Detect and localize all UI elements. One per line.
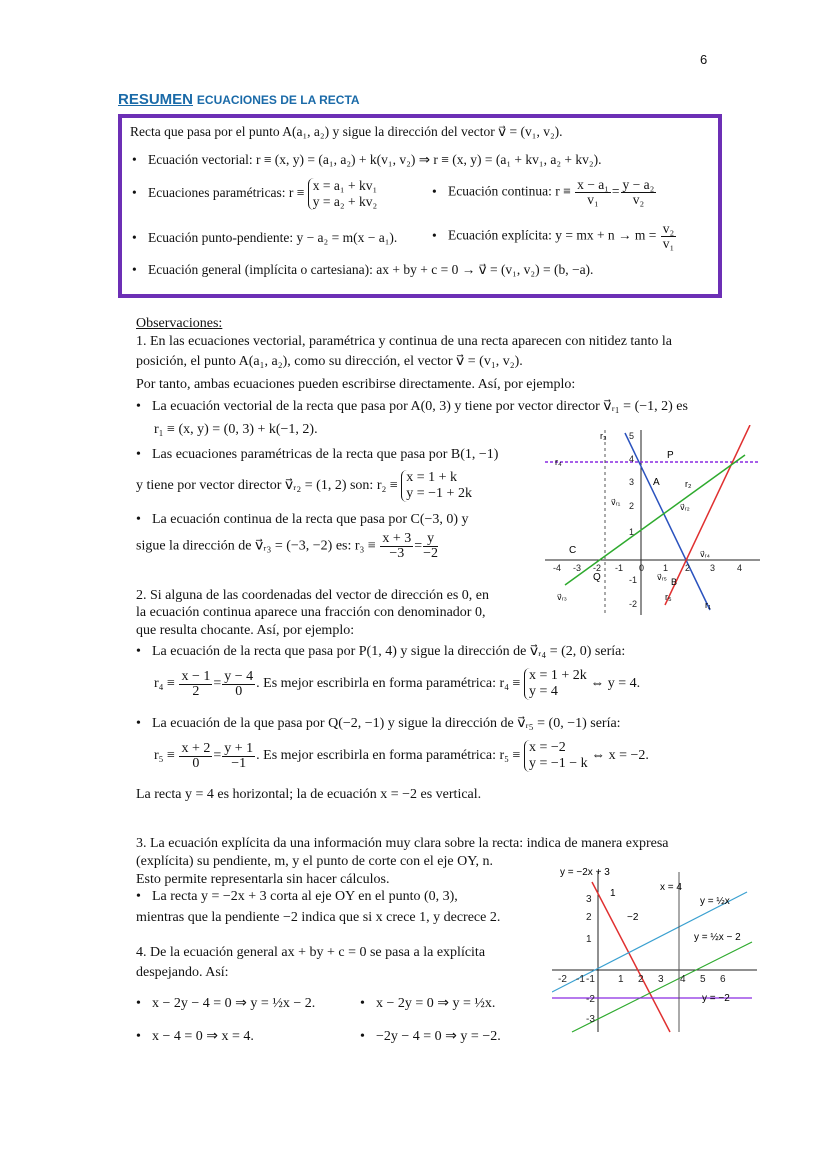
line-y-2x3: [592, 882, 670, 1032]
label-r4: r₄: [555, 457, 562, 467]
graph2-xtick: 2: [638, 974, 644, 985]
title-main: RESUMEN: [118, 91, 194, 108]
label-tick-neg2: −2: [627, 912, 639, 923]
graph1-ytick: 3: [629, 477, 635, 487]
obs-p3-e: mientras que la pendiente −2 indica que si x crece 1, y decrece 2.: [136, 910, 501, 925]
obs-p2-c: que resulta chocante. Así, por ejemplo:: [136, 623, 355, 638]
label-r3: r₃: [600, 431, 607, 441]
obs-p2-d: • La ecuación de la recta que pasa por P(1, 4) y sigue la dirección de v⃗ᵣ₄ = (2, 0) sería:: [136, 644, 626, 659]
obs-p2-h: La recta y = 4 es horizontal; la de ecuación x = −2 es vertical.: [136, 787, 482, 802]
obs-p1-i: sigue la dirección de v⃗ᵣ₃ = (−3, −2) es: r₃ ≡ $\frac{x + 3}{-3}$ = $\frac{y}{-2}$: [136, 531, 439, 561]
obs-p4-c1: • x − 2y − 4 = 0 ⇒ y = ½x − 2.: [136, 996, 316, 1011]
summary-vectorial: • Ecuación vectorial: r ≡ (x, y) = (a₁, a₂) + k(v₁, v₂) ⇒ r ≡ (x, y) = (a₁ + kv₁, a₂ + kv₂).: [132, 152, 602, 167]
obs-p4-a: 4. De la ecuación general ax + by + c = 0 se pasa a la explícita: [136, 945, 486, 960]
graph-2: [552, 862, 762, 1037]
graph1-ytick: 1: [629, 527, 635, 537]
label-vr2: v⃗ᵣ₂: [680, 503, 690, 512]
obs-p2-b: la ecuación continua aparece una fracción con denominador 0,: [136, 605, 486, 620]
graph2-ytick: -1: [586, 974, 595, 985]
r4-system: x = 1 + 2k y = 4: [524, 668, 587, 700]
graph2-ytick: 3: [586, 894, 592, 905]
graph2-ytick: -3: [586, 1014, 595, 1025]
graph2-xtick: -1: [576, 974, 585, 985]
label-one: 1: [610, 888, 616, 899]
obs-p2-f: • La ecuación de la que pasa por Q(−2, −1) y sigue la dirección de v⃗ᵣ₅ = (0, −1) sería:: [136, 716, 621, 731]
label-r2: r₂: [685, 479, 692, 489]
graph2-xtick: 6: [720, 974, 726, 985]
obs-p3-b: (explícita) su pendiente, m, y el punto de corte con el eje OY, n.: [136, 854, 494, 869]
graph1-ytick: 2: [629, 501, 635, 511]
summary-explicita: • Ecuación explícita: y = mx + n → m = $\frac{\text{v₂}}{\text{v₁}}$: [432, 221, 675, 251]
graph2-xtick: 1: [618, 974, 624, 985]
obs-p1-b: posición, el punto A(a₁, a₂), como su dirección, el vector v⃗ = (v₁, v₂).: [136, 354, 523, 369]
label-l2: x = 4: [660, 882, 682, 893]
label-vr5: v⃗ᵣ₅: [657, 573, 667, 582]
line-half-x-2: [572, 942, 752, 1032]
graph1-xtick: 1: [663, 563, 669, 573]
page-number: 6: [700, 52, 708, 67]
label-C: C: [569, 545, 577, 556]
label-l5: y = −2: [702, 993, 730, 1004]
obs-p3-d: • La recta y = −2x + 3 corta al eje OY en el punto (0, 3),: [136, 889, 458, 904]
graph1-xtick: -4: [553, 563, 562, 573]
obs-p1-h: • La ecuación continua de la recta que pasa por C(−3, 0) y: [136, 512, 469, 527]
summary-continua: • Ecuación continua: r ≡ $\frac{\text{x − a₁}}{\text{v₁}}$ = $\frac{\text{y − a₂}}{\text{v₂}}$: [432, 177, 655, 207]
label-vr4: v⃗ᵣ₄: [700, 550, 710, 559]
r5-system: x = −2 y = −1 − k: [524, 740, 588, 772]
graph1-ytick: 4: [629, 454, 635, 464]
title-rest: ECUACIONES DE LA RECTA: [196, 93, 360, 107]
label-Q: Q: [593, 572, 601, 583]
graph2-ytick: 2: [586, 912, 592, 923]
graph1-xtick: 0: [639, 563, 645, 573]
label-r1: r₁: [705, 600, 712, 610]
summary-intro: Recta que pasa por el punto A(a₁, a₂) y sigue la dirección del vector v⃗ = (v₁, v₂).: [130, 124, 563, 139]
param-system: x = a₁ + kv₁ y = a₂ + kv₂: [308, 178, 377, 210]
graph2-xtick: -2: [558, 974, 567, 985]
graph1-xtick: 3: [710, 563, 716, 573]
graph-1: [545, 425, 765, 620]
graph1-xtick: -3: [573, 563, 582, 573]
obs-p1-g: y tiene por vector director v⃗ᵣ₂ = (1, 2) son: r₂ ≡ x = 1 + k y = −1 + 2k: [136, 470, 472, 501]
line-r3: [565, 455, 745, 585]
obs-p4-b: despejando. Así:: [136, 965, 229, 980]
continua-label: Ecuación continua: r ≡: [448, 183, 571, 199]
graph2-xtick: 4: [680, 974, 686, 985]
obs-p4-d2: • −2y − 4 = 0 ⇒ y = −2.: [360, 1029, 501, 1044]
graph1-ytick: -1: [629, 575, 638, 585]
graph2-ytick: -2: [586, 994, 595, 1005]
graph2-xtick: 3: [658, 974, 664, 985]
obs-p2-g: r₅ ≡ $\frac{x + 2}{0}$ = $\frac{y + 1}{-1}$ . Es mejor escribirla en forma paramétrica: r₅ ≡ x = −2 y = −1 − k ⇔ x = −2.: [154, 740, 649, 771]
label-vr1: v⃗ᵣ₁: [611, 498, 621, 507]
graph1-xtick: 4: [737, 563, 743, 573]
obs-p1-d: • La ecuación vectorial de la recta que pasa por A(0, 3) y tiene por vector director v⃗ᵣ₁ = (−1, 2) es: [136, 399, 688, 414]
obs-p1-a: 1. En las ecuaciones vectorial, paramétrica y continua de una recta aparecen con nitidez tanto la: [136, 334, 673, 349]
obs-p1-c: Por tanto, ambas ecuaciones pueden escribirse directamente. Así, por ejemplo:: [136, 377, 576, 392]
label-l4: y = ½x − 2: [694, 932, 741, 943]
obs-p2-e: r₄ ≡ $\frac{x - 1}{2}$ = $\frac{y - 4}{0}$ . Es mejor escribirla en forma paramétrica: r₄ ≡ x = 1 + 2k y = 4 ⇔ y = 4.: [154, 668, 641, 699]
line-r2: [665, 425, 750, 605]
graph1-xtick: -2: [593, 563, 602, 573]
explicita-frac: $\frac{\text{v₂}}{\text{v₁}}$: [662, 221, 675, 251]
graph1-xtick: -1: [615, 563, 624, 573]
label-A: A: [653, 477, 660, 488]
graph1-ytick: -2: [629, 599, 638, 609]
obs-title: Observaciones:: [136, 316, 223, 331]
page-title: [118, 91, 360, 108]
graph1-xtick: 2: [685, 563, 691, 573]
summary-general: • Ecuación general (implícita o cartesiana): ax + by + c = 0 → v⃗ = (v₁, v₂) = (b, −a).: [132, 262, 594, 277]
obs-p3-c: Esto permite representarla sin hacer cálculos.: [136, 872, 390, 887]
obs-p2-a: 2. Si alguna de las coordenadas del vector de dirección es 0, en: [136, 588, 489, 603]
graph2-ytick: 1: [586, 934, 592, 945]
graph1-ytick: 5: [629, 431, 635, 441]
param-label: Ecuaciones paramétricas: r ≡: [148, 185, 305, 201]
label-vr3: v⃗ᵣ₃: [557, 593, 567, 602]
obs-p4-c2: • x − 2y = 0 ⇒ y = ½x.: [360, 996, 496, 1011]
summary-parametric: • Ecuaciones paramétricas: r ≡ x = a₁ + kv₁ y = a₂ + kv₂: [132, 178, 378, 209]
label-P: P: [667, 450, 674, 461]
obs-p3-a: 3. La ecuación explícita da una información muy clara sobre la recta: indica de manera expresa: [136, 836, 669, 851]
label-B: B: [671, 577, 678, 587]
r3-frac-2: $\frac{y}{-2}$: [423, 531, 439, 561]
label-l1: y = −2x + 3: [560, 867, 610, 878]
obs-p1-f: • Las ecuaciones paramétricas de la recta que pasa por B(1, −1): [136, 447, 499, 462]
r3-frac-1: $\frac{x + 3}{-3}$: [382, 531, 412, 561]
label-l3: y = ½x: [700, 896, 730, 907]
obs-p1-e: r₁ ≡ (x, y) = (0, 3) + k(−1, 2).: [154, 422, 318, 437]
vectorial-text: Ecuación vectorial: r ≡ (x, y) = (a₁, a₂) + k(v₁, v₂) ⇒ r ≡ (x, y) = (a₁ + kv₁, a₂ + kv₂).: [148, 152, 602, 167]
obs-p4-d1: • x − 4 = 0 ⇒ x = 4.: [136, 1029, 254, 1044]
r2-system: x = 1 + k y = −1 + 2k: [401, 470, 472, 502]
graph2-xtick: 5: [700, 974, 706, 985]
continua-frac-2: $\frac{\text{y − a₂}}{\text{v₂}}$: [622, 177, 655, 207]
continua-frac-1: $\frac{\text{x − a₁}}{\text{v₁}}$: [577, 177, 609, 207]
label-r5: r₅: [665, 592, 672, 602]
summary-punto-pendiente: • Ecuación punto-pendiente: y − a₂ = m(x − a₁).: [132, 230, 398, 245]
